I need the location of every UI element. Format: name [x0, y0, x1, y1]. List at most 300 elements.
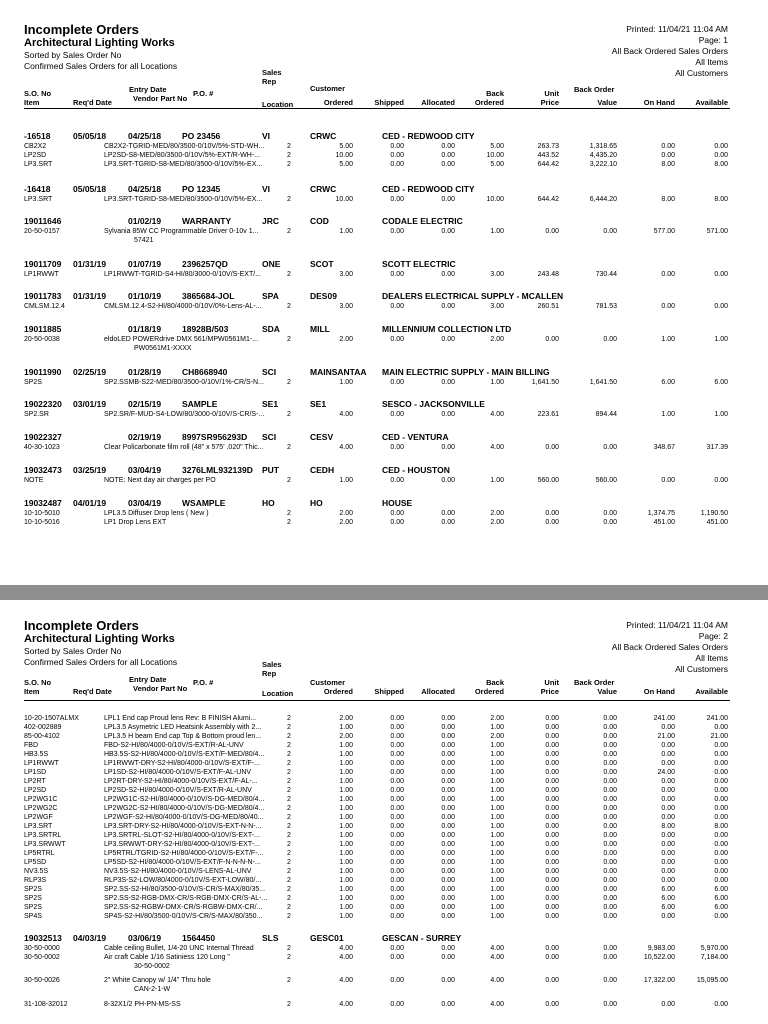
qty-shipped: 0.00 [390, 444, 404, 451]
item-code: LP3.SRT [24, 161, 53, 168]
available: 0.00 [714, 778, 728, 785]
qty-back-ordered: 1.00 [490, 859, 504, 866]
on-hand: 0.00 [661, 724, 675, 731]
qty-shipped: 0.00 [390, 823, 404, 830]
unit-price: 0.00 [545, 510, 559, 517]
scope-orders: All Back Ordered Sales Orders [611, 642, 728, 652]
unit-price: 0.00 [545, 787, 559, 794]
back-order-value: 730.44 [595, 271, 617, 278]
on-hand: 451.00 [653, 519, 675, 526]
location: 2 [287, 760, 291, 767]
qty-ordered: 1.00 [339, 724, 353, 731]
col-location: Location [262, 100, 294, 109]
qty-allocated: 0.00 [441, 228, 455, 235]
item-description: NV3.5S-S2-HI/80/4000-0/10V/S-LENS-AL-UNV [104, 868, 252, 875]
customer-name: HOUSE [382, 498, 413, 508]
back-order-value: 781.53 [595, 303, 617, 310]
on-hand: 0.00 [661, 271, 675, 278]
qty-ordered: 4.00 [339, 945, 353, 952]
on-hand: 0.00 [661, 814, 675, 821]
sales-rep: VI [262, 131, 271, 141]
qty-shipped: 0.00 [390, 411, 404, 418]
col-allocated: Allocated [421, 98, 455, 107]
col-sales: Sales [262, 68, 282, 77]
back-order-value: 0.00 [603, 904, 617, 911]
unit-price: 0.00 [545, 778, 559, 785]
qty-back-ordered: 1.00 [490, 228, 504, 235]
on-hand: 6.00 [661, 886, 675, 893]
order-header-row [0, 184, 768, 194]
qty-back-ordered: 2.00 [490, 336, 504, 343]
item-description: LP2RT-DRY-S2-HI/80/4000-0/10V/S-EXT/F-AL-... [104, 778, 258, 785]
available: 1,190.50 [700, 510, 728, 517]
customer-name: CED - REDWOOD CITY [382, 131, 475, 141]
unit-price: 260.51 [537, 303, 559, 310]
po-number: CH8668940 [182, 367, 228, 377]
unit-price: 0.00 [545, 724, 559, 731]
available: 1.00 [714, 336, 728, 343]
customer-code: SCOT [310, 259, 334, 269]
qty-back-ordered: 1.00 [490, 477, 504, 484]
order-number: 19032487 [24, 498, 62, 508]
customer-code: COD [310, 216, 329, 226]
order-number: 19022320 [24, 399, 62, 409]
available: 317.39 [706, 444, 728, 451]
qty-ordered: 3.00 [339, 303, 353, 310]
item-code: LP3.SRTRL [24, 832, 62, 839]
description-continuation: 57421 [134, 237, 154, 244]
location: 2 [287, 841, 291, 848]
item-code: 10-10-5010 [24, 510, 60, 517]
item-description: SP2.SR/F-MUD-S4-LOW/80/3000-0/10V/S-CR/S-... [104, 411, 265, 418]
qty-ordered: 1.00 [339, 787, 353, 794]
available: 0.00 [714, 787, 728, 794]
qty-shipped: 0.00 [390, 904, 404, 911]
on-hand: 24.00 [657, 769, 675, 776]
item-code: LP3.SRT [24, 823, 53, 830]
qty-back-ordered: 2.00 [490, 510, 504, 517]
qty-ordered: 1.00 [339, 379, 353, 386]
item-code: 10-20-1507ALMX [24, 715, 79, 722]
qty-allocated: 0.00 [441, 886, 455, 893]
col-allocated: Allocated [421, 687, 455, 696]
order-line-row [0, 912, 768, 922]
col-shipped: Shipped [374, 98, 404, 107]
item-code: SP2S [24, 895, 42, 902]
back-order-value: 0.00 [603, 859, 617, 866]
unit-price: 0.00 [545, 814, 559, 821]
qty-back-ordered: 1.00 [490, 904, 504, 911]
unit-price: 0.00 [545, 733, 559, 740]
col-value: Value [597, 98, 617, 107]
qty-allocated: 0.00 [441, 954, 455, 961]
back-order-value: 0.00 [603, 519, 617, 526]
qty-shipped: 0.00 [390, 832, 404, 839]
item-description: LPL3.5 Asymetric LED Heatsink Assembly with 2... [104, 724, 262, 731]
col-back-ordered: Ordered [474, 98, 504, 107]
location: 2 [287, 161, 291, 168]
description-continuation: CAN-2-1-W [134, 986, 171, 993]
location: 2 [287, 228, 291, 235]
item-description: Clear Policarbonate film roll (48" x 575' .020" Thic... [104, 444, 264, 451]
item-description: LP2WGF-S2-HI/80/4000-0/10V/S-DG-MED/80/40... [104, 814, 264, 821]
qty-ordered: 4.00 [339, 977, 353, 984]
col-available: Available [695, 98, 728, 107]
order-number: 19011885 [24, 324, 62, 334]
entry-date: 01/07/19 [128, 259, 162, 269]
unit-price: 0.00 [545, 823, 559, 830]
item-description: LP5RTRL/TGRID-S2-HI/80/4000-0/10V/S-EXT/F-... [104, 850, 264, 857]
available: 0.00 [714, 742, 728, 749]
qty-shipped: 0.00 [390, 895, 404, 902]
col-ordered: Ordered [323, 687, 353, 696]
required-date: 05/05/18 [73, 184, 107, 194]
order-header-row [0, 291, 768, 301]
order-number: -16418 [24, 184, 51, 194]
qty-allocated: 0.00 [441, 977, 455, 984]
item-description: LPL1 End cap Proud lens Rev: B FINISH Alumi... [104, 715, 257, 722]
location: 2 [287, 823, 291, 830]
qty-shipped: 0.00 [390, 477, 404, 484]
col-location: Location [262, 689, 294, 698]
unit-price: 0.00 [545, 796, 559, 803]
back-order-value: 0.00 [603, 977, 617, 984]
qty-allocated: 0.00 [441, 945, 455, 952]
qty-shipped: 0.00 [390, 913, 404, 920]
location: 2 [287, 733, 291, 740]
col-customer: Customer [310, 678, 346, 687]
continuation-row [0, 962, 768, 972]
location: 2 [287, 510, 291, 517]
col-back-ordered: Ordered [474, 687, 504, 696]
location: 2 [287, 1001, 291, 1008]
qty-back-ordered: 1.00 [490, 751, 504, 758]
order-header-row [0, 216, 768, 226]
item-description: SP2.SS-S2-RGB-DMX-CR/S-RGB-DMX-CR/S-AL-... [104, 895, 268, 902]
location: 2 [287, 868, 291, 875]
col-reqd-date: Req'd Date [73, 98, 112, 107]
entry-date: 04/25/18 [128, 131, 162, 141]
unit-price: 223.61 [537, 411, 559, 418]
qty-ordered: 2.00 [339, 519, 353, 526]
order-header-row [0, 259, 768, 269]
required-date: 03/25/19 [73, 465, 107, 475]
qty-allocated: 0.00 [441, 877, 455, 884]
location: 2 [287, 832, 291, 839]
continuation-row [0, 985, 768, 995]
customer-code: MILL [310, 324, 330, 334]
header-rule [24, 108, 730, 109]
qty-allocated: 0.00 [441, 751, 455, 758]
qty-allocated: 0.00 [441, 724, 455, 731]
qty-ordered: 1.00 [339, 913, 353, 920]
qty-back-ordered: 4.00 [490, 977, 504, 984]
unit-price: 1,641.50 [531, 379, 559, 386]
qty-allocated: 0.00 [441, 787, 455, 794]
customer-code: SE1 [310, 399, 327, 409]
item-description: 2" White Canopy w/ 1/4" Thru hole [104, 977, 211, 984]
qty-ordered: 1.00 [339, 832, 353, 839]
qty-ordered: 1.00 [339, 751, 353, 758]
description-continuation: PW0561M1-XXXX [134, 345, 192, 352]
item-description: Air craft Cable 1/16 Satiniess 120 Long " [104, 954, 230, 961]
back-order-value: 0.00 [603, 823, 617, 830]
filter-description: Confirmed Sales Orders for all Locations [24, 61, 178, 71]
po-number: SAMPLE [182, 399, 218, 409]
qty-allocated: 0.00 [441, 841, 455, 848]
order-number: -16518 [24, 131, 51, 141]
on-hand: 0.00 [661, 805, 675, 812]
available: 6.00 [714, 886, 728, 893]
available: 8.00 [714, 823, 728, 830]
po-number: 3276LML932139D [182, 465, 253, 475]
qty-ordered: 2.00 [339, 510, 353, 517]
on-hand: 0.00 [661, 850, 675, 857]
entry-date: 04/25/18 [128, 184, 162, 194]
unit-price: 0.00 [545, 859, 559, 866]
on-hand: 6.00 [661, 904, 675, 911]
unit-price: 0.00 [545, 228, 559, 235]
entry-date: 03/06/19 [128, 933, 162, 943]
qty-back-ordered: 1.00 [490, 895, 504, 902]
scope-customers: All Customers [675, 68, 728, 78]
available: 6.00 [714, 379, 728, 386]
customer-code: DES09 [310, 291, 337, 301]
qty-ordered: 4.00 [339, 954, 353, 961]
customer-name: GESCAN - SURREY [382, 933, 462, 943]
page-number: Page: 1 [698, 35, 728, 45]
back-order-value: 0.00 [603, 868, 617, 875]
qty-allocated: 0.00 [441, 444, 455, 451]
on-hand: 0.00 [661, 787, 675, 794]
report-header [24, 22, 177, 72]
qty-shipped: 0.00 [390, 715, 404, 722]
qty-allocated: 0.00 [441, 868, 455, 875]
item-description: LP1RWWT-DRY-S2-HI/80/4000-0/10V/S-EXT/F-... [104, 760, 260, 767]
qty-back-ordered: 1.00 [490, 778, 504, 785]
qty-ordered: 4.00 [339, 411, 353, 418]
item-description: LP2WG2C-S2-HI/80/4000-0/10V/S-DG-MED/80/4... [104, 805, 265, 812]
qty-allocated: 0.00 [441, 742, 455, 749]
item-code: LP3.SRWWT [24, 841, 66, 848]
qty-ordered: 1.00 [339, 814, 353, 821]
col-unit: Unit [544, 89, 559, 98]
item-code: LP3.SRT [24, 196, 53, 203]
qty-back-ordered: 2.00 [490, 733, 504, 740]
qty-back-ordered: 1.00 [490, 823, 504, 830]
back-order-value: 0.00 [603, 724, 617, 731]
item-code: FBD [24, 742, 38, 749]
location: 2 [287, 814, 291, 821]
available: 8.00 [714, 196, 728, 203]
col-price: Price [540, 98, 559, 107]
col-back: Back [486, 89, 504, 98]
unit-price: 0.00 [545, 805, 559, 812]
unit-price: 644.42 [537, 161, 559, 168]
on-hand: 577.00 [653, 228, 675, 235]
description-continuation: 30-50-0002 [134, 963, 170, 970]
customer-name: CODALE ELECTRIC [382, 216, 463, 226]
location: 2 [287, 724, 291, 731]
qty-ordered: 2.00 [339, 336, 353, 343]
on-hand: 0.00 [661, 152, 675, 159]
company-name: Architectural Lighting Works [24, 37, 175, 49]
qty-ordered: 4.00 [339, 1001, 353, 1008]
available: 0.00 [714, 143, 728, 150]
item-code: SP2S [24, 379, 42, 386]
qty-shipped: 0.00 [390, 379, 404, 386]
item-code: HB3.5S [24, 751, 49, 758]
sales-rep: HO [262, 498, 275, 508]
unit-price: 0.00 [545, 877, 559, 884]
item-code: NOTE [24, 477, 44, 484]
qty-shipped: 0.00 [390, 228, 404, 235]
back-order-value: 0.00 [603, 841, 617, 848]
on-hand: 6.00 [661, 895, 675, 902]
report-page-2 [0, 600, 768, 1024]
available: 0.00 [714, 913, 728, 920]
on-hand: 0.00 [661, 859, 675, 866]
qty-ordered: 1.00 [339, 805, 353, 812]
order-header-row [0, 465, 768, 475]
location: 2 [287, 519, 291, 526]
back-order-value: 0.00 [603, 796, 617, 803]
customer-name: CED - REDWOOD CITY [382, 184, 475, 194]
qty-shipped: 0.00 [390, 510, 404, 517]
item-description: SP2.SS-S2-RGBW-DMX-CR/S-RGBW-DMX-CR/... [104, 904, 263, 911]
available: 0.00 [714, 832, 728, 839]
qty-back-ordered: 4.00 [490, 954, 504, 961]
order-header-row [0, 432, 768, 442]
on-hand: 8.00 [661, 161, 675, 168]
po-number: 8997SR956293D [182, 432, 248, 442]
sales-rep: SPA [262, 291, 279, 301]
unit-price: 0.00 [545, 954, 559, 961]
qty-allocated: 0.00 [441, 510, 455, 517]
location: 2 [287, 904, 291, 911]
qty-ordered: 4.00 [339, 444, 353, 451]
unit-price: 0.00 [545, 904, 559, 911]
item-description: LP5SD-S2-HI/80/4000-0/10V/S-EXT/F-N-N-N-N-... [104, 859, 261, 866]
location: 2 [287, 945, 291, 952]
customer-code: CRWC [310, 131, 337, 141]
qty-shipped: 0.00 [390, 859, 404, 866]
col-customer: Customer [310, 84, 346, 93]
back-order-value: 0.00 [603, 444, 617, 451]
back-order-value: 4,435.20 [589, 152, 617, 159]
po-number: WARRANTY [182, 216, 232, 226]
item-code: SP2S [24, 886, 42, 893]
item-description: CMLSM.12.4-S2-HI/80/4000-0/10V/0%-Lens-AL-... [104, 303, 262, 310]
available: 0.00 [714, 303, 728, 310]
on-hand: 0.00 [661, 742, 675, 749]
back-order-value: 0.00 [603, 228, 617, 235]
back-order-value: 6,444.20 [589, 196, 617, 203]
item-code: 10-10-5016 [24, 519, 60, 526]
qty-allocated: 0.00 [441, 1001, 455, 1008]
customer-name: SESCO - JACKSONVILLE [382, 399, 485, 409]
on-hand: 8.00 [661, 823, 675, 830]
col-item: Item [24, 687, 40, 696]
order-line-row [0, 410, 768, 420]
customer-name: CED - HOUSTON [382, 465, 450, 475]
col-on-hand: On Hand [643, 98, 675, 107]
unit-price: 443.52 [537, 152, 559, 159]
scope-items: All Items [695, 653, 728, 663]
entry-date: 02/15/19 [128, 399, 162, 409]
item-description: LP1SD-S2-HI/80/4000-0/10V/S-EXT/F-AL-UNV [104, 769, 252, 776]
qty-ordered: 1.00 [339, 859, 353, 866]
unit-price: 0.00 [545, 868, 559, 875]
order-header-row [0, 367, 768, 377]
item-code: SP2.SR [24, 411, 49, 418]
location: 2 [287, 895, 291, 902]
qty-shipped: 0.00 [390, 877, 404, 884]
order-line-row [0, 1000, 768, 1010]
on-hand: 1.00 [661, 336, 675, 343]
item-code: CB2X2 [24, 143, 47, 150]
qty-allocated: 0.00 [441, 196, 455, 203]
order-line-row [0, 195, 768, 205]
qty-ordered: 1.00 [339, 477, 353, 484]
qty-allocated: 0.00 [441, 859, 455, 866]
customer-code: CEDH [310, 465, 335, 475]
item-description: LP3.SRT-TGRID-S8-MED/80/3500-0/10V/5%-EX... [104, 161, 263, 168]
item-code: LP2WG1C [24, 796, 58, 803]
qty-back-ordered: 4.00 [490, 1001, 504, 1008]
qty-back-ordered: 1.00 [490, 805, 504, 812]
qty-allocated: 0.00 [441, 519, 455, 526]
unit-price: 644.42 [537, 196, 559, 203]
qty-allocated: 0.00 [441, 895, 455, 902]
item-description: LP1 Drop Lens EXT [104, 519, 167, 526]
qty-allocated: 0.00 [441, 760, 455, 767]
location: 2 [287, 477, 291, 484]
location: 2 [287, 411, 291, 418]
item-code: LP2WG2C [24, 805, 58, 812]
unit-price: 0.00 [545, 336, 559, 343]
qty-shipped: 0.00 [390, 724, 404, 731]
sales-rep: ONE [262, 259, 281, 269]
back-order-value: 0.00 [603, 913, 617, 920]
customer-name: SCOTT ELECTRIC [382, 259, 456, 269]
qty-allocated: 0.00 [441, 778, 455, 785]
qty-ordered: 1.00 [339, 868, 353, 875]
location: 2 [287, 796, 291, 803]
available: 0.00 [714, 868, 728, 875]
qty-back-ordered: 10.00 [486, 196, 504, 203]
continuation-row [0, 344, 768, 354]
item-description: LP3.SRTRL-SLOT-S2-HI/80/4000-0/10V/S-EXT-... [104, 832, 260, 839]
unit-price: 0.00 [545, 945, 559, 952]
item-code: LP2SD [24, 152, 47, 159]
available: 571.00 [706, 228, 728, 235]
order-line-row [0, 160, 768, 170]
qty-ordered: 5.00 [339, 161, 353, 168]
qty-back-ordered: 4.00 [490, 444, 504, 451]
qty-ordered: 1.00 [339, 760, 353, 767]
qty-shipped: 0.00 [390, 841, 404, 848]
unit-price: 0.00 [545, 850, 559, 857]
on-hand: 6.00 [661, 379, 675, 386]
qty-allocated: 0.00 [441, 913, 455, 920]
sales-rep: JRC [262, 216, 280, 226]
location: 2 [287, 877, 291, 884]
back-order-value: 0.00 [603, 733, 617, 740]
col-sales: Sales [262, 660, 282, 669]
unit-price: 0.00 [545, 895, 559, 902]
item-description: Sylvania 85W CC Programmable Driver 0-10v 1... [104, 228, 259, 235]
